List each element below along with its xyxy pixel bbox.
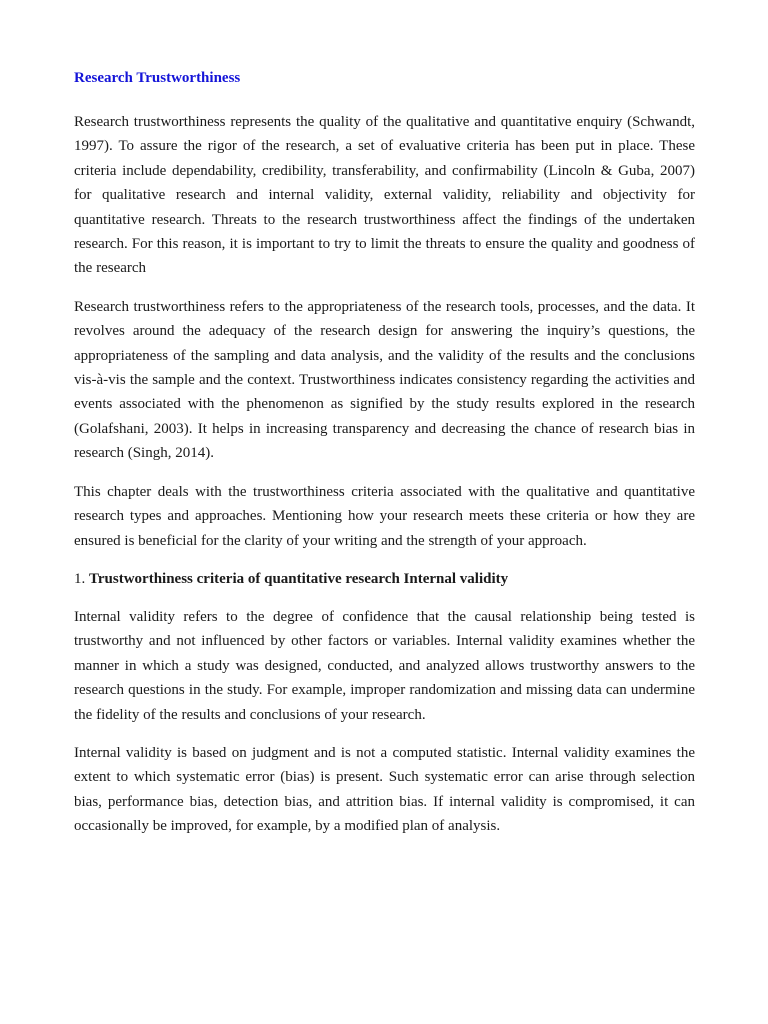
intro-paragraph-3: This chapter deals with the trustworthiness criteria associated with the qualitative and quantitative research types and approaches. Mentioning how your research meets these criteria or how they are ensured is beneficial for the clarity of your writing and the strength of your approach. <box>74 483 695 549</box>
document-page <box>74 64 695 853</box>
section-1-paragraph-2: Internal validity is based on judgment and is not a computed statistic. Internal validity examines the extent to which systematic error (bias) is present. Such systematic error can arise through selection bias, performance bias, detection bias, and attrition bias. If internal validity is compromised, it can occasionally be improved, for example, by a modified plan of analysis. <box>74 744 695 835</box>
section-1-number: 1. <box>74 570 86 587</box>
section-1-paragraph-1: Internal validity refers to the degree of confidence that the causal relationship being tested is trustworthy and not influenced by other factors or variables. Internal validity examines whether the manner in which a study was designed, conducted, and analyzed allows trustworthy answers to the research questions in the study. For example, improper randomization and missing data can undermine the fidelity of the results and conclusions of your research. <box>74 608 695 723</box>
section-1-heading <box>74 567 695 591</box>
section-1-title: Trustworthiness criteria of quantitative research Internal validity <box>89 570 509 587</box>
intro-paragraph-2: Research trustworthiness refers to the appropriateness of the research tools, processes, and the data. It revolves around the adequacy of the research design for answering the inquiry’s questions, the appropriateness of the sampling and data analysis, and the validity of the results and the conclusions vis-à-vis the sample and the context. Trustworthiness indicates consistency regarding the activities and events associated with the phenomenon as signified by the study results explored in the research (Golafshani, 2003). It helps in increasing transparency and decreasing the chance of research bias in research (Singh, 2014). <box>74 298 695 462</box>
intro-paragraph-1: Research trustworthiness represents the quality of the qualitative and quantitative enquiry (Schwandt, 1997). To assure the rigor of the research, a set of evaluative criteria has been put in place. These criteria include dependability, credibility, transferability, and confirmability (Lincoln & Guba, 2007) for qualitative research and internal validity, external validity, reliability and objectivity for quantitative research. Threats to the research trustworthiness affect the findings of the undertaken research. For this reason, it is important to try to limit the threats to ensure the quality and goodness of the research <box>74 114 695 277</box>
document-title: Research Trustworthiness <box>74 70 241 86</box>
